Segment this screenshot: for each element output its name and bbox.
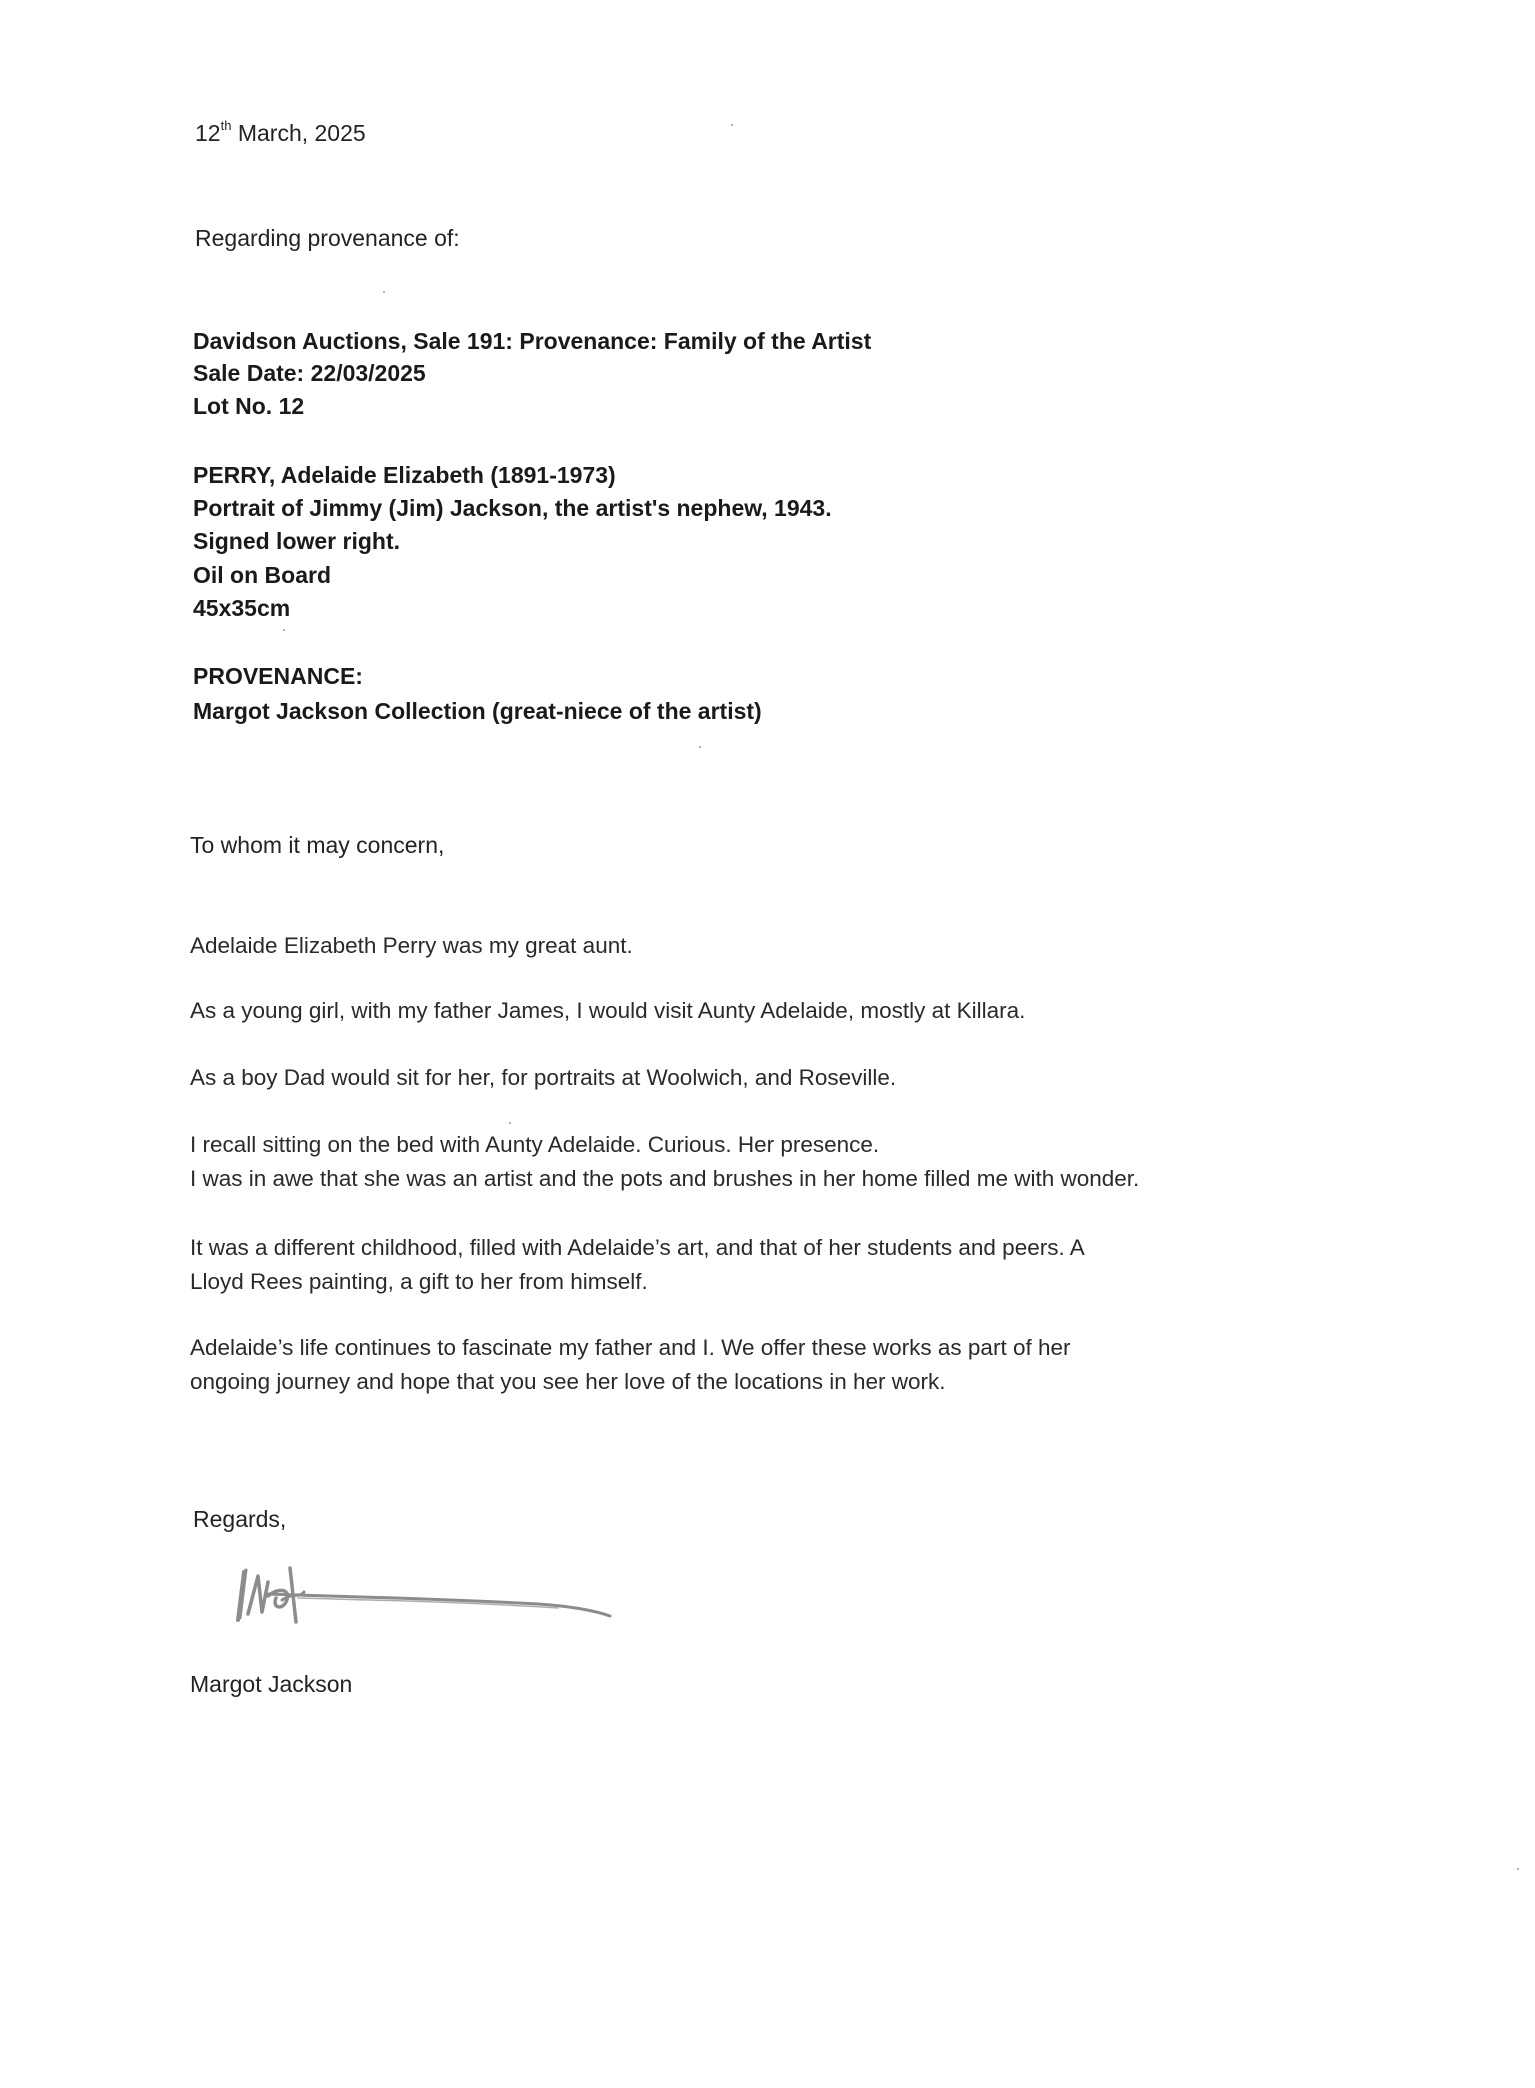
provenance-value: Margot Jackson Collection (great-niece of the artist): [193, 698, 762, 724]
paragraph-line: ongoing journey and hope that you see her love of the locations in her work.: [190, 1369, 946, 1394]
artist-line: PERRY, Adelaide Elizabeth (1891-1973): [193, 462, 616, 488]
date-suffix: th: [220, 118, 232, 134]
handwritten-signature: [228, 1562, 618, 1632]
scan-speck: [699, 746, 701, 748]
salutation: To whom it may concern,: [190, 832, 445, 858]
dimensions-line: 45x35cm: [193, 595, 291, 621]
artwork-title-line: Portrait of Jimmy (Jim) Jackson, the artist's nephew, 1943.: [193, 495, 832, 521]
sale-date-line: Sale Date: 22/03/2025: [193, 360, 426, 386]
letter-date: [195, 117, 366, 149]
paragraph-line: I recall sitting on the bed with Aunty Adelaide. Curious. Her presence.: [190, 1132, 880, 1157]
scan-speck: [283, 629, 285, 631]
paragraph-line: It was a different childhood, filled with Adelaide’s art, and that of her students and peers. A: [190, 1235, 1085, 1260]
paragraph-line: Adelaide Elizabeth Perry was my great aunt.: [190, 933, 633, 958]
date-day: 12: [195, 120, 221, 146]
scan-speck: [383, 291, 385, 293]
scan-speck: [731, 124, 733, 126]
paragraph-line: Lloyd Rees painting, a gift to her from himself.: [190, 1269, 648, 1294]
paragraph-line: Adelaide’s life continues to fascinate my father and I. We offer these works as part of her: [190, 1335, 1071, 1360]
scan-speck: [1517, 1868, 1519, 1870]
medium-line: Oil on Board: [193, 562, 331, 588]
signature-name: Margot Jackson: [190, 1671, 353, 1697]
lot-number-line: Lot No. 12: [193, 393, 305, 419]
provenance-heading: PROVENANCE:: [193, 663, 363, 689]
scan-speck: [509, 1122, 511, 1124]
closing: Regards,: [193, 1506, 287, 1532]
signature-note-line: Signed lower right.: [193, 528, 401, 554]
paragraph-line: As a boy Dad would sit for her, for portraits at Woolwich, and Roseville.: [190, 1065, 897, 1090]
paragraph-line: As a young girl, with my father James, I would visit Aunty Adelaide, mostly at Killara.: [190, 998, 1026, 1023]
regarding-line: Regarding provenance of:: [195, 225, 460, 251]
date-rest: March, 2025: [231, 120, 366, 146]
paragraph-line: I was in awe that she was an artist and the pots and brushes in her home filled me with wonder.: [190, 1166, 1140, 1191]
auction-line: Davidson Auctions, Sale 191: Provenance: Family of the Artist: [193, 328, 872, 354]
